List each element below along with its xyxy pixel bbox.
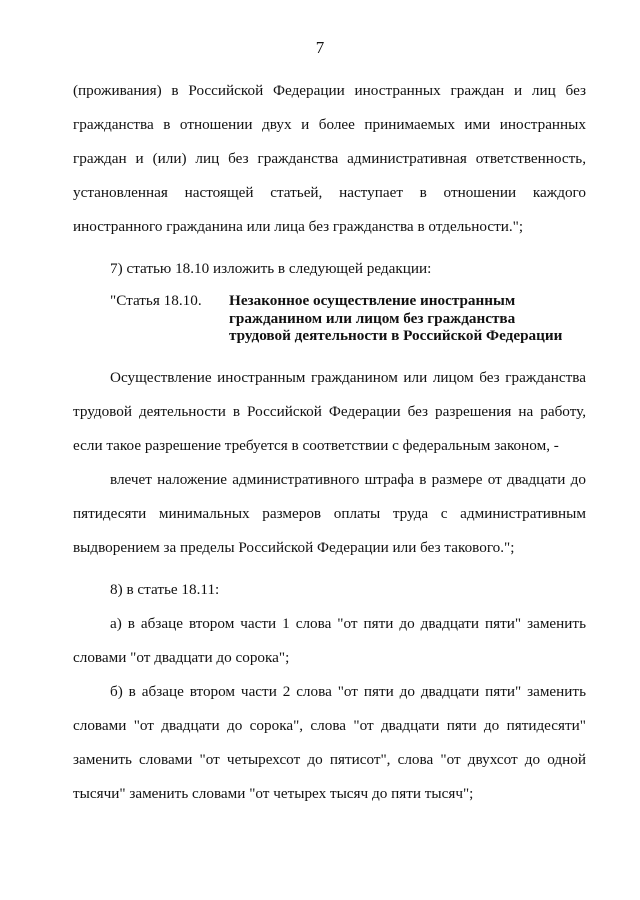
text-line: установленная настоящей статьей, наступает в отношении каждого (73, 184, 586, 201)
text-line: б) в абзаце втором части 2 слова "от пяти до двадцати пяти" заменить (110, 682, 586, 700)
item-8b (73, 675, 586, 811)
text-line: если такое разрешение требуется в соответствии с федеральным законом, - (73, 436, 559, 454)
article-title (229, 292, 586, 345)
article-title-line: гражданином или лицом без гражданства (229, 309, 516, 327)
article-heading (73, 292, 586, 345)
text-line: выдворением за пределы Российской Федерации или без такового."; (73, 538, 515, 556)
text-line: тысячи" заменить словами "от четырех тысяч до пяти тысяч"; (73, 784, 474, 802)
text-line: пятидесяти минимальных размеров оплаты труда с административным (73, 504, 586, 522)
text-line: Осуществление иностранным гражданином или лицом без гражданства (110, 368, 586, 386)
article-paragraph-2 (73, 463, 586, 565)
text-line: влечет наложение административного штрафа в размере от двадцати до (110, 470, 586, 488)
text-line: иностранного гражданина или лица без гражданства в отдельности."; (73, 218, 524, 235)
document-body (73, 74, 586, 811)
text-line: словами "от двадцати до сорока"; (73, 648, 290, 666)
text-line: (проживания) в Российской Федерации иностранных граждан и лиц без (73, 82, 586, 99)
article-title-line: трудовой деятельности в Российской Федерации (229, 327, 563, 344)
article-paragraph-1 (73, 361, 586, 463)
text-line: трудовой деятельности в Российской Федерации без разрешения на работу, (73, 402, 586, 420)
item-7: 7) статью 18.10 изложить в следующей редакции: (110, 260, 432, 277)
article-label: "Статья 18.10. (110, 292, 202, 309)
page-number: 7 (315, 38, 325, 57)
article-title-line: Незаконное осуществление иностранным (229, 292, 516, 309)
text-line: гражданства в отношении двух и более принимаемых ими иностранных (73, 116, 586, 133)
item-8: 8) в статье 18.11: (110, 580, 220, 598)
item-8a (73, 607, 586, 675)
text-line: граждан и (или) лиц без гражданства административная ответственность, (73, 150, 586, 167)
paragraph-continuation (73, 74, 586, 244)
text-line: словами "от двадцати до сорока", слова "от двадцати пяти до пятидесяти" (73, 716, 586, 734)
text-line: а) в абзаце втором части 1 слова "от пяти до двадцати пяти" заменить (110, 614, 586, 632)
text-line: заменить словами "от четырехсот до пятисот", слова "от двухсот до одной (73, 750, 586, 768)
